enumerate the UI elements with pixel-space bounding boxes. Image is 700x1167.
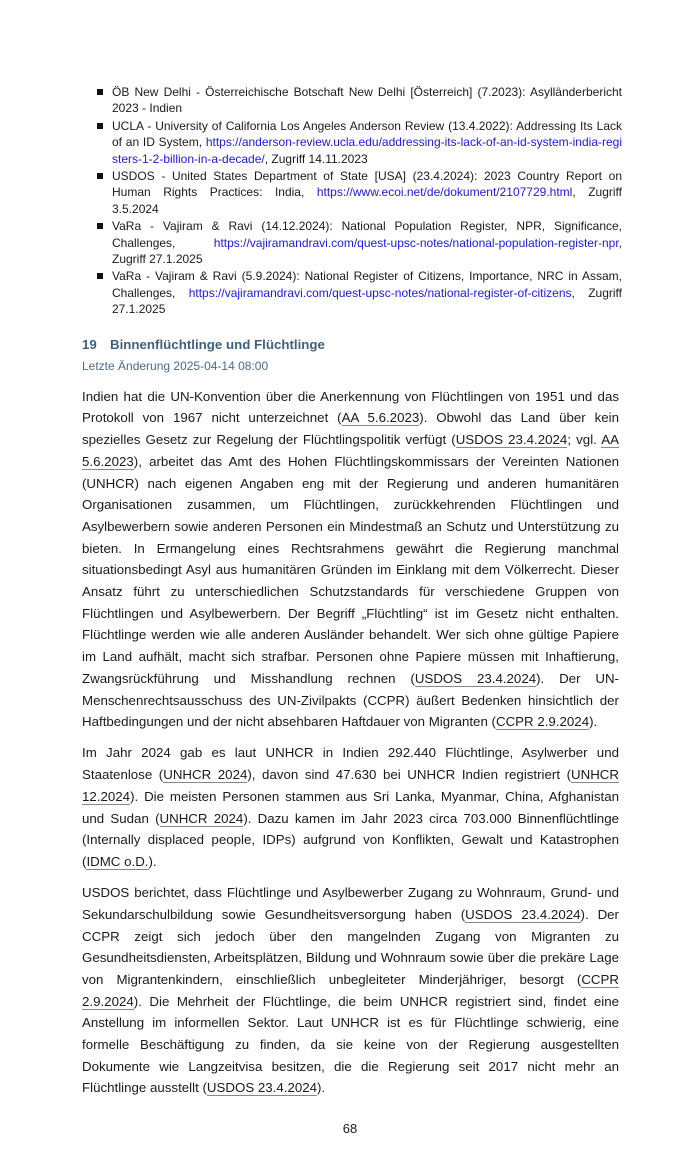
bullet-icon (97, 273, 103, 279)
bullet-icon (97, 123, 103, 129)
paragraph-text: ). Die meisten Personen stammen aus Sri Lanka, Myanmar, China, Afghanistan und Sudan ( (82, 788, 619, 826)
reference-link[interactable]: https://anderson-review.ucla.edu/addressing-its-lack-of-an-id-system-india-registers-1-2-billion-in-a-decade/ (112, 135, 622, 166)
citation-link[interactable]: USDOS 23.4.2024 (206, 1080, 318, 1096)
paragraph-text: USDOS berichtet, dass Flüchtlinge und Asylbewerber Zugang zu Wohnraum, Grund- und Sekundarschulbildung sowie Gesundheitsversorgung haben ( (82, 885, 619, 922)
citation-link[interactable]: IDMC o.D. (86, 853, 149, 869)
bullet-icon (97, 173, 103, 179)
citation-link[interactable]: UNHCR 2024 (159, 810, 244, 826)
citation-link[interactable]: CCPR 2.9.2024 (82, 971, 619, 1009)
paragraph-text: ), davon sind 47.630 bei UNHCR Indien registriert ( (247, 767, 571, 783)
citation-link[interactable]: UNHCR 12.2024 (82, 767, 620, 804)
reference-link[interactable]: https://www.ecoi.net/de/dokument/2107729.html (316, 185, 573, 200)
citation-link[interactable]: USDOS 23.4.2024 (455, 432, 568, 448)
section-heading (82, 336, 700, 353)
paragraph-text: ). (148, 853, 157, 869)
citation-link[interactable]: USDOS 23.4.2024 (465, 906, 581, 922)
paragraph (82, 882, 619, 1099)
reference-text: ÖB New Delhi - Österreichische Botschaft New Delhi [Österreich] (7.2023): Asylländerbericht 2023 - Indien (112, 85, 622, 116)
reference-access-date: , Zugriff 27.1.2025 (112, 285, 622, 317)
paragraph-text: ; vgl. (567, 432, 602, 448)
page-number: 68 (342, 1121, 358, 1137)
reference-item (96, 118, 622, 167)
reference-access-date: , Zugriff 14.11.2023 (264, 151, 368, 166)
citation-link[interactable]: UNHCR 2024 (163, 767, 248, 783)
paragraph-text: ). Dazu kamen im Jahr 2023 circa 703.000 Binnenflüchtlinge (Internally displaced people, IDPs) aufgrund von Konflikten, Gewalt und Katastrophen ( (82, 810, 619, 869)
citation-link[interactable]: AA 5.6.2023 (341, 410, 420, 426)
reference-access-date: , Zugriff 27.1.2025 (112, 235, 622, 267)
paragraph-text: ). Der CCPR zeigt sich jedoch über den mangelnden Zugang von Migranten zu Gesundheitsdiensten, Arbeitsplätzen, Bildung und Wohnraum sowie über die prekäre Lage von Migrantenkindern, einschließlich unbegleiteter Minderjähriger, besorgt ( (82, 906, 619, 987)
paragraph-text: ). (317, 1080, 326, 1096)
paragraph-text: ). (589, 714, 598, 730)
reference-text: VaRa - Vajiram & Ravi (5.9.2024): National Register of Citizens, Importance, NRC in Assam, Challenges, (112, 269, 622, 300)
reference-text: USDOS - United States Department of State [USA] (23.4.2024): 2023 Country Report on Human Rights Practices: India, (112, 169, 622, 200)
citation-link[interactable]: AA 5.6.2023 (82, 432, 619, 469)
reference-list (96, 84, 622, 318)
section-title: Binnenflüchtlinge und Flüchtlinge (110, 336, 325, 352)
reference-link[interactable]: https://vajiramandravi.com/quest-upsc-notes/national-population-register-npr (213, 235, 619, 250)
paragraph-text: ). Obwohl das Land über kein spezielles Gesetz zur Regelung der Flüchtlingspolitik verfügt ( (82, 410, 619, 448)
reference-item (96, 168, 622, 217)
reference-link[interactable]: https://vajiramandravi.com/quest-upsc-notes/national-register-of-citizens (188, 285, 572, 300)
citation-link[interactable]: USDOS 23.4.2024 (414, 670, 537, 686)
reference-item (96, 218, 622, 267)
paragraph-text: ). Die Mehrheit der Flüchtlinge, die beim UNHCR registriert sind, findet eine Anstellung im informellen Sektor. Laut UNHCR ist es für Flüchtlinge schwierig, eine formelle Beschäftigung zu finden, da sie keine von der Regierung ausgestellten Dokumente wie Langzeitvisa besitzen, die die Regierung seit 2017 nicht mehr an Flüchtlinge ausstellt ( (82, 993, 619, 1096)
bullet-icon (97, 89, 103, 95)
paragraph-text: ). Der UN-Menschenrechtsausschuss des UN-Zivilpakts (CCPR) äußert Bedenken hinsichtlich der Haftbedingungen und der nicht absehbaren Haftdauer von Migranten ( (82, 670, 619, 730)
section-body (82, 386, 619, 1100)
last-changed: Letzte Änderung 2025-04-14 08:00 (82, 358, 269, 373)
reference-access-date: , Zugriff 3.5.2024 (112, 185, 622, 216)
section-number: 19 (82, 336, 97, 352)
reference-text: UCLA - University of California Los Angeles Anderson Review (13.4.2022): Addressing Its Lack of an ID System, (112, 118, 622, 150)
paragraph (82, 742, 619, 872)
reference-text: VaRa - Vajiram & Ravi (14.12.2024): National Population Register, NPR, Significance, Challenges, (112, 219, 622, 250)
reference-item (96, 268, 622, 317)
citation-link[interactable]: CCPR 2.9.2024 (495, 714, 590, 730)
bullet-icon (97, 223, 103, 229)
paragraph-text: ), arbeitet das Amt des Hohen Flüchtlingskommissars der Vereinten Nationen (UNHCR) nach eigenen Angaben eng mit der Regierung und anderen humanitären Organisationen zusammen, um Flüchtlingen, zurückkehrenden Flüchtlingen und Asylbewerbern sowie anderen Personen ein Mindestmaß an Schutz und Unterstützung zu bieten. In Ermangelung eines Rechtsrahmens gewährt die Regierung manchmal situationsbedingt Asyl aus humanitären Gründen im Einklang mit dem Völkerrecht. Dieser Ansatz führt zu unterschiedlichen Schutzstandards für verschiedene Gruppen von Flüchtlingen und Asylbewerbern. Der Begriff „Flüchtling“ ist im Gesetz nicht enthalten. Flüchtlinge werden wie alle anderen Ausländer behandelt. Wer sich ohne gültige Papiere im Land aufhält, macht sich strafbar. Personen ohne Papiere müssen mit Inhaftierung, Zwangsrückführung und Misshandlung rechnen ( (82, 453, 619, 686)
paragraph-text: Im Jahr 2024 gab es laut UNHCR in Indien 292.440 Flüchtlinge, Asylwerber und Staatenlose ( (82, 745, 619, 783)
reference-item (96, 84, 622, 117)
paragraph (82, 386, 619, 733)
paragraph-text: Indien hat die UN-Konvention über die Anerkennung von Flüchtlingen von 1951 und das Protokoll von 1967 nicht unterzeichnet ( (82, 388, 619, 426)
